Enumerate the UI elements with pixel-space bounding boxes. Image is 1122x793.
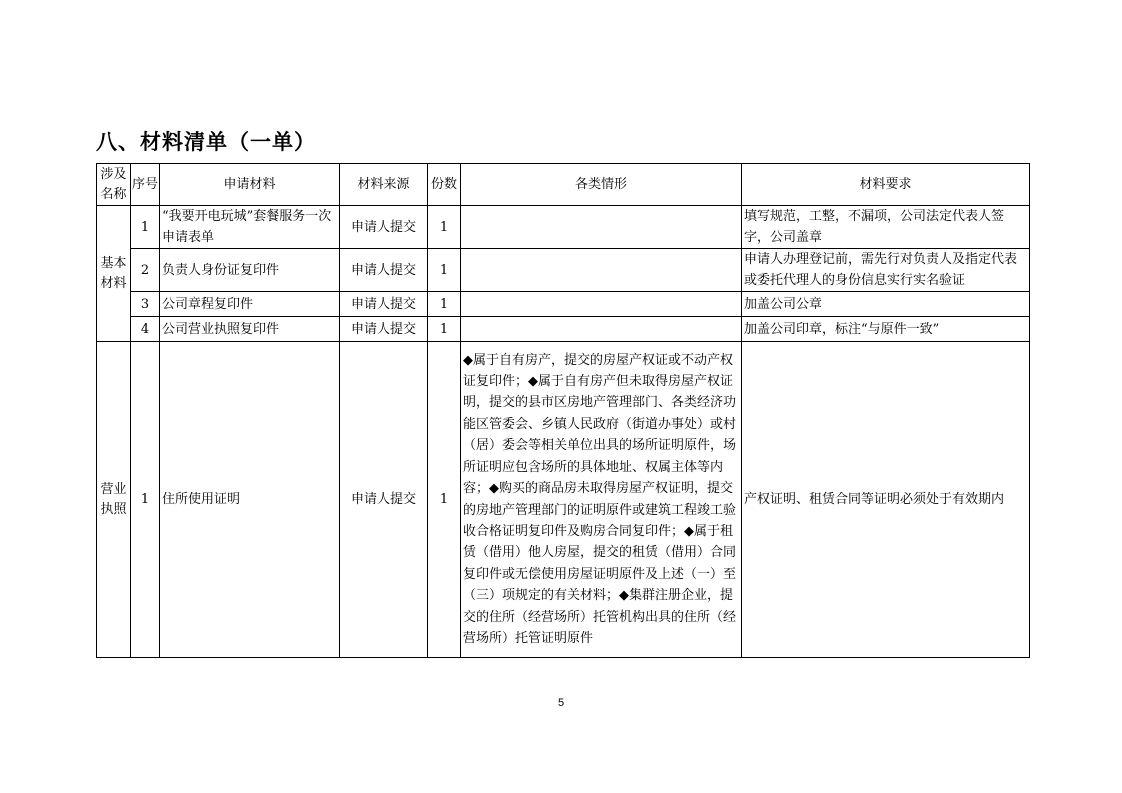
row-source: 申请人提交 xyxy=(340,292,428,317)
row-requirements: 产权证明、租赁合同等证明必须处于有效期内 xyxy=(742,342,1030,658)
row-requirements: 申请人办理登记前，需先行对负责人及指定代表或委托代理人的身份信息实行实名验证 xyxy=(742,249,1030,292)
row-situations xyxy=(461,292,742,317)
row-material: 公司章程复印件 xyxy=(160,292,340,317)
row-material: 负责人身份证复印件 xyxy=(160,249,340,292)
row-source: 申请人提交 xyxy=(340,249,428,292)
row-requirements: 加盖公司印章，标注“与原件一致” xyxy=(742,317,1030,342)
section-heading: 八、材料清单（一单） xyxy=(96,130,316,154)
row-situations xyxy=(461,249,742,292)
page-number: 5 xyxy=(557,697,565,709)
row-requirements: 填写规范，工整，不漏项，公司法定代表人签字，公司盖章 xyxy=(742,206,1030,249)
header-copies: 份数 xyxy=(428,164,461,206)
row-index: 2 xyxy=(131,249,160,292)
row-index: 3 xyxy=(131,292,160,317)
table-row xyxy=(97,342,1030,658)
row-index: 4 xyxy=(131,317,160,342)
table-row xyxy=(97,292,1030,317)
header-source: 材料来源 xyxy=(340,164,428,206)
row-material: 公司营业执照复印件 xyxy=(160,317,340,342)
row-copies: 1 xyxy=(428,342,461,658)
row-copies: 1 xyxy=(428,292,461,317)
row-copies: 1 xyxy=(428,249,461,292)
row-index: 1 xyxy=(131,206,160,249)
row-material: 住所使用证明 xyxy=(160,342,340,658)
row-source: 申请人提交 xyxy=(340,206,428,249)
row-situations: ◆属于自有房产，提交的房屋产权证或不动产权证复印件；◆属于自有房产但未取得房屋产权证明，提交的县市区房地产管理部门、各类经济功能区管委会、乡镇人民政府（街道办事处）或村（居）委会等相关单位出具的场所证明原件，场所证明应包含场所的具体地址、权属主体等内容；◆购买的商品房未取得房屋产权证明，提交的房地产管理部门的证明原件或建筑工程竣工验收合格证明复印件及购房合同复印件；◆属于租赁（借用）他人房屋，提交的租赁（借用）合同复印件或无偿使用房屋证明原件及上述（一）至（三）项规定的有关材料；◆集群注册企业，提交的住所（经营场所）托管机构出具的住所（经营场所）托管证明原件 xyxy=(461,342,742,658)
table-row xyxy=(97,206,1030,249)
header-category: 涉及名称 xyxy=(97,164,131,206)
row-index: 1 xyxy=(131,342,160,658)
group-name-license: 营业执照 xyxy=(97,342,131,658)
header-requirements: 材料要求 xyxy=(742,164,1030,206)
row-source: 申请人提交 xyxy=(340,342,428,658)
row-situations xyxy=(461,317,742,342)
row-source: 申请人提交 xyxy=(340,317,428,342)
header-material: 申请材料 xyxy=(160,164,340,206)
row-material: “我要开电玩城”套餐服务一次申请表单 xyxy=(160,206,340,249)
row-copies: 1 xyxy=(428,317,461,342)
materials-table xyxy=(96,163,1030,658)
row-situations xyxy=(461,206,742,249)
header-situations: 各类情形 xyxy=(461,164,742,206)
table-header-row xyxy=(97,164,1030,206)
table-row xyxy=(97,249,1030,292)
group-name-basic: 基本材料 xyxy=(97,206,131,342)
header-index: 序号 xyxy=(131,164,160,206)
table-row xyxy=(97,317,1030,342)
row-requirements: 加盖公司公章 xyxy=(742,292,1030,317)
row-copies: 1 xyxy=(428,206,461,249)
